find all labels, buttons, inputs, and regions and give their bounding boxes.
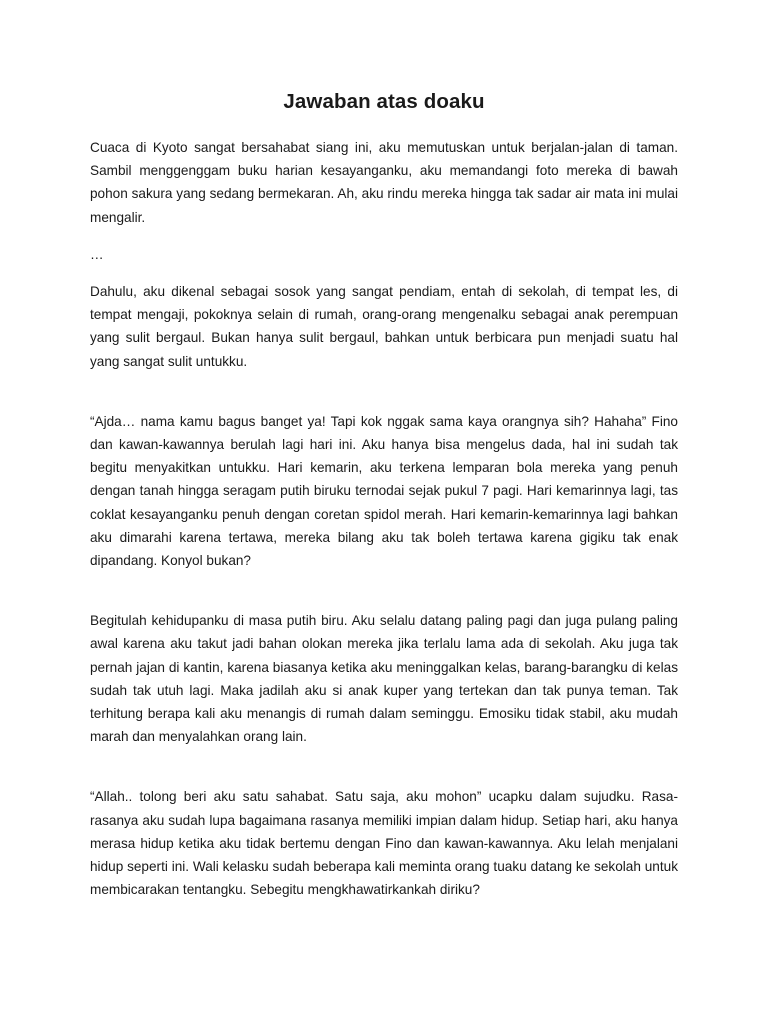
paragraph-4: Begitulah kehidupanku di masa putih biru. Aku selalu datang paling pagi dan juga pulang paling awal karena aku takut jadi bahan olokan mereka jika terlalu lama ada di sekolah. Aku juga tak pernah jajan di kantin, karena biasanya ketika aku meninggalkan kelas, barang-barangku di kelas sudah tak utuh lagi. Maka jadilah aku si anak kuper yang tertekan dan tak punya teman. Tak terhitung berapa kali aku menangis di rumah dalam seminggu. Emosiku tidak stabil, aku mudah marah dan menyalahkan orang lain. — [90, 613, 678, 745]
spacer — [90, 748, 678, 785]
paragraph-3: “Ajda… nama kamu bagus banget ya! Tapi kok nggak sama kaya orangnya sih? Hahaha” Fino dan kawan-kawannya berulah lagi hari ini. Aku hanya bisa mengelus dada, hal ini sudah tak begitu menyakitkan untukku. Hari kemarin, aku terkena lemparan bola mereka yang penuh dengan tanah hingga seragam putih biruku ternodai sejak pukul 7 pagi. Hari kemarinnya lagi, tas coklat kesayanganku penuh dengan coretan spidol merah. Hari kemarin-kemarinnya lagi bahkan aku dimarahi karena tertawa, mereka bilang aku tak boleh tertawa karena gigiku tak enak dipandang. Konyol bukan? — [90, 413, 678, 569]
paragraph-1: Cuaca di Kyoto sangat bersahabat siang ini, aku memutuskan untuk berjalan-jalan di taman. Sambil menggenggam buku harian kesayanganku, aku memandangi foto mereka di bawah pohon sakura yang sedang bermekaran. Ah, aku rindu mereka hingga tak sadar air mata ini mulai mengalir. — [90, 140, 678, 225]
spacer — [90, 572, 678, 609]
document-title: Jawaban atas doaku — [283, 90, 485, 113]
spacer — [90, 373, 678, 410]
paragraph-ellipsis: … — [90, 246, 104, 262]
spacer — [90, 229, 678, 243]
document-page — [90, 90, 678, 901]
paragraph-5: “Allah.. tolong beri aku satu sahabat. Satu saja, aku mohon” ucapku dalam sujudku. Rasa-rasanya aku sudah lupa bagaimana rasanya memiliki impian dalam hidup. Setiap hari, aku hanya merasa hidup ketika aku tidak bertemu dengan Fino dan kawan-kawannya. Aku lelah menjalani hidup seperti ini. Wali kelasku sudah beberapa kali meminta orang tuaku datang ke sekolah untuk membicarakan tentangku. Sebegitu mengkhawatirkankah diriku? — [90, 789, 678, 898]
paragraph-2: Dahulu, aku dikenal sebagai sosok yang sangat pendiam, entah di sekolah, di tempat les, di tempat mengaji, pokoknya selain di rumah, orang-orang mengenalku sebagai anak perempuan yang sulit bergaul. Bukan hanya sulit bergaul, bahkan untuk berbicara pun menjadi suatu hal yang sangat sulit untukku. — [90, 284, 678, 369]
spacer — [90, 266, 678, 280]
